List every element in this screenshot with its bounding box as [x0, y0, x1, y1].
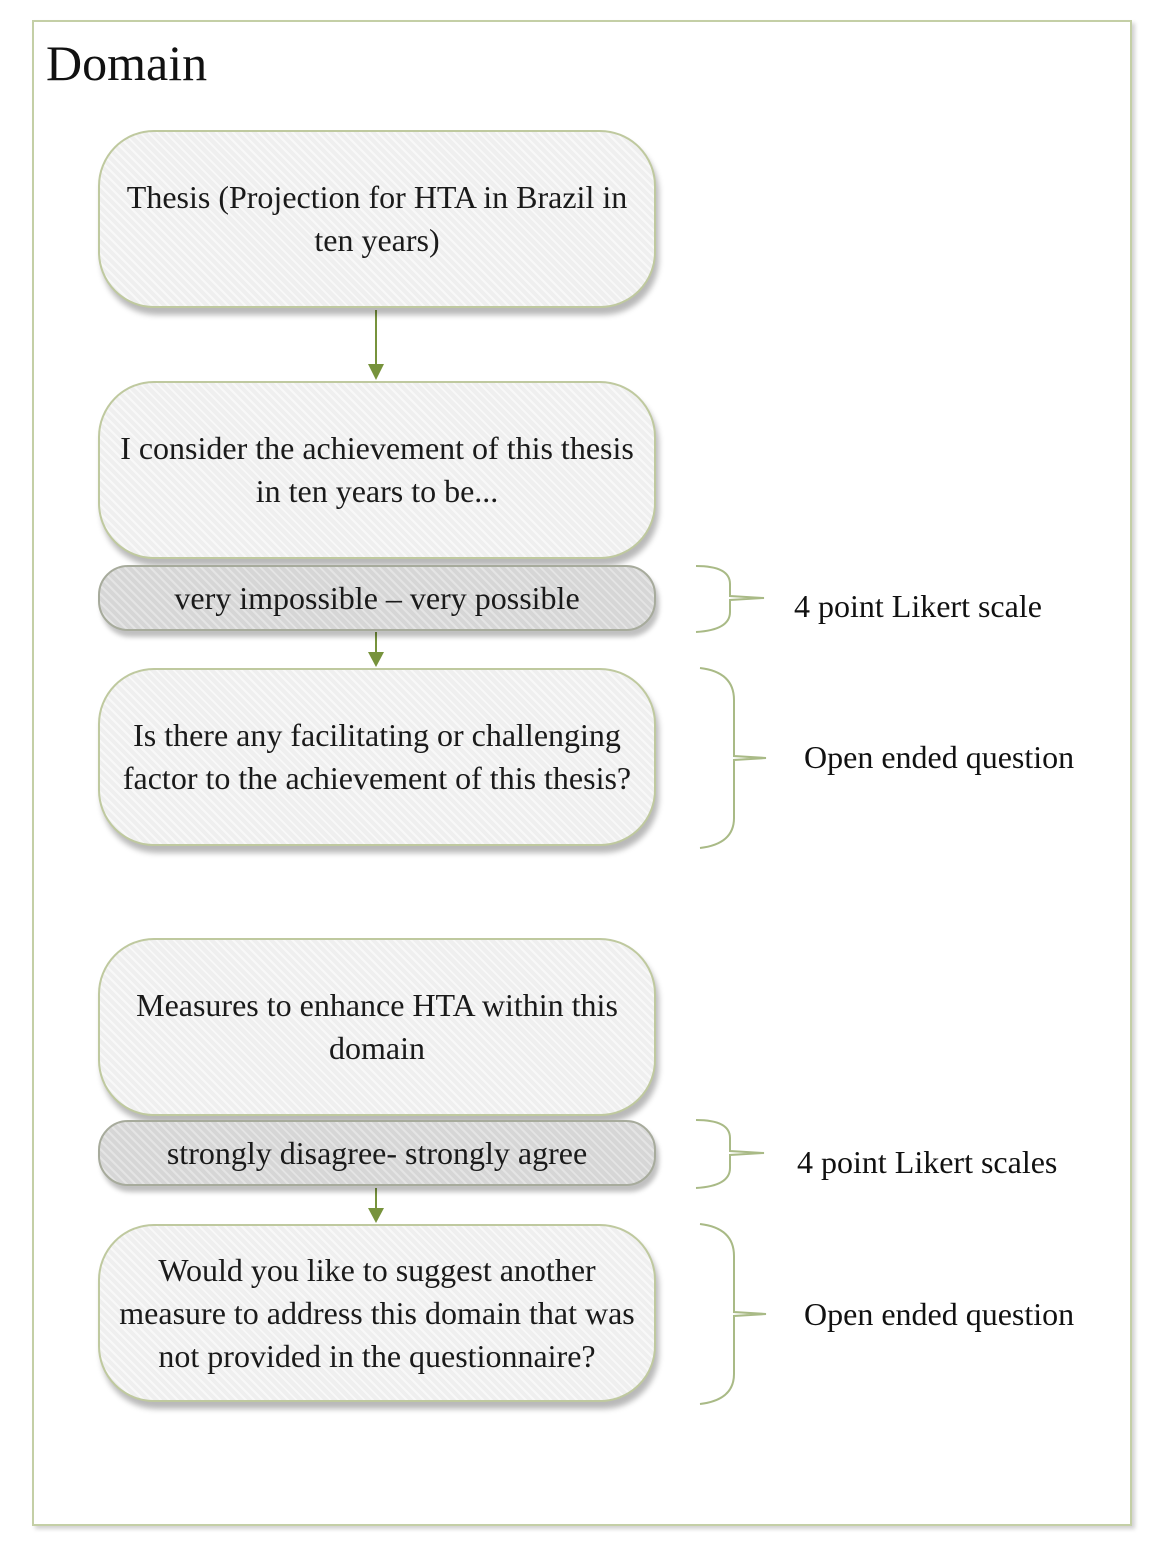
measures-box — [98, 938, 656, 1116]
arrow-scale-to-facilitating — [368, 632, 384, 667]
open-ended-label-2: Open ended question — [804, 1296, 1075, 1332]
facilitating-text: Is there any facilitating or challenging factor to the achievement of this thesis? — [122, 717, 632, 796]
scale-agree-text: strongly disagree- strongly agree — [166, 1134, 588, 1171]
arrow-scale-to-suggest — [368, 1188, 384, 1223]
likert-scale-label-1: 4 point Likert scale — [794, 588, 1042, 624]
bracket-open-2 — [700, 1224, 766, 1404]
facilitating-box — [98, 668, 656, 846]
consider-box — [98, 381, 656, 559]
scale-possible-text: very impossible – very possible — [174, 579, 580, 616]
bracket-likert-1 — [696, 566, 764, 632]
bracket-open-1 — [700, 668, 766, 848]
open-ended-label-1: Open ended question — [804, 739, 1075, 775]
thesis-box — [98, 130, 656, 308]
consider-text: I consider the achievement of this thesis in ten years to be... — [120, 430, 634, 509]
thesis-text: Thesis (Projection for HTA in Brazil in ten years) — [126, 179, 628, 258]
measures-text: Measures to enhance HTA within this domain — [136, 987, 618, 1066]
arrow-thesis-to-consider — [368, 310, 384, 380]
suggest-text: Would you like to suggest another measure to address this domain that was not provided in the questionnaire? — [119, 1251, 635, 1374]
likert-scale-label-2: 4 point Likert scales — [797, 1144, 1058, 1180]
suggest-box — [98, 1224, 656, 1402]
scale-possible-box — [98, 565, 656, 631]
bracket-likert-2 — [696, 1120, 764, 1188]
domain-title: Domain — [46, 35, 208, 91]
scale-agree-box — [98, 1120, 656, 1186]
